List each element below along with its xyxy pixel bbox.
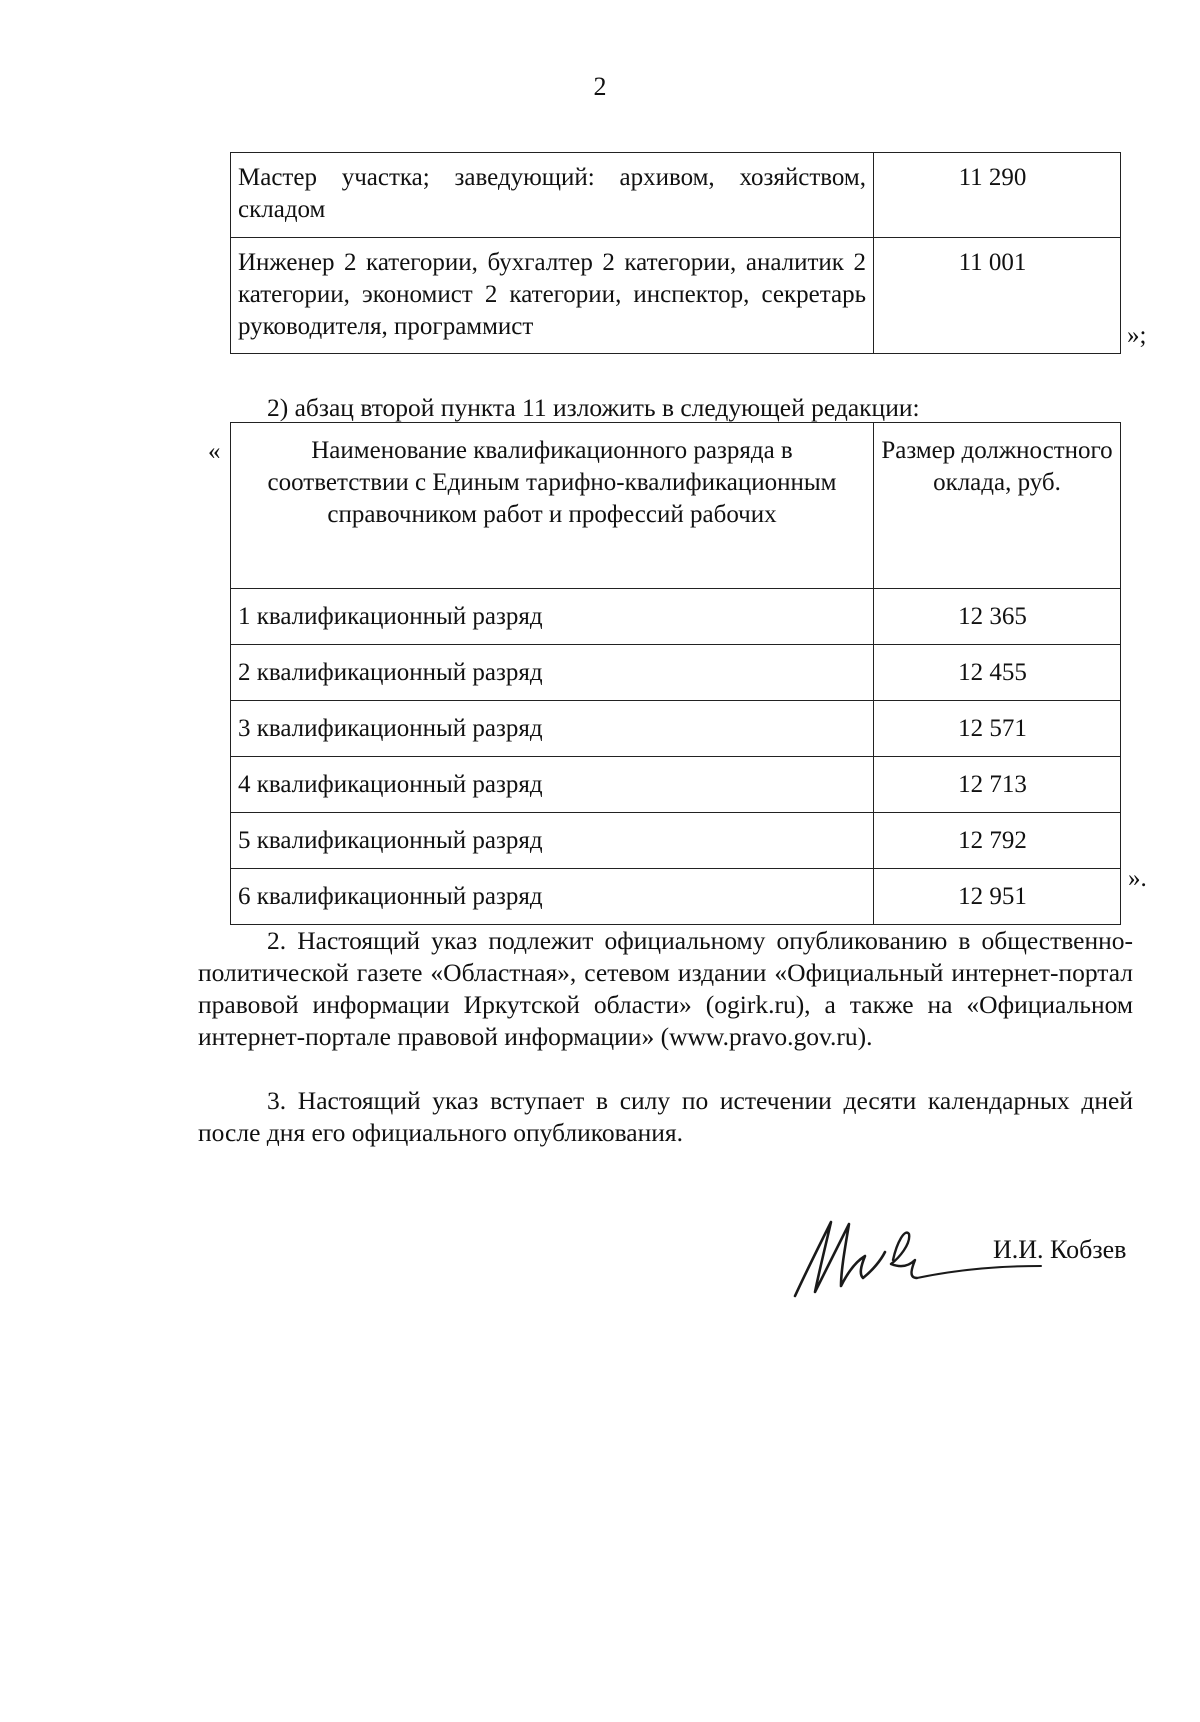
salary-cell: 11 001 — [874, 238, 1121, 354]
grade-name-cell: 4 квалификационный разряд — [231, 757, 874, 813]
salary-cell: 11 290 — [874, 153, 1121, 238]
salary-cell: 12 713 — [874, 757, 1121, 813]
grade-name-cell: 1 квалификационный разряд — [231, 589, 874, 645]
qualification-grade-table — [230, 422, 1121, 925]
table-row — [231, 701, 1121, 757]
table-row — [231, 869, 1121, 925]
salary-cell: 12 792 — [874, 813, 1121, 869]
position-name-cell: Мастер участка; заведующий: архивом, хозяйством, складом — [231, 153, 874, 238]
signer-name: И.И. Кобзев — [993, 1235, 1127, 1264]
salary-cell: 12 571 — [874, 701, 1121, 757]
header-salary: Размер должностного оклада, руб. — [874, 423, 1121, 589]
publication-paragraph: 2. Настоящий указ подлежит официальному опубликованию в общественно-политической газете «Областная», сетевом издании «Официальный интернет-портал правовой информации Иркутской области» (ogirk.ru), а также на «Официальном интернет-портале правовой информации» (www.pravo.gov.ru). — [198, 926, 1133, 1051]
effective-date-paragraph: 3. Настоящий указ вступает в силу по истечении десяти календарных дней после дня его официального опубликования. — [198, 1086, 1133, 1147]
position-salary-table-continued — [230, 152, 1121, 354]
grade-name-cell: 6 квалификационный разряд — [231, 869, 874, 925]
table-header-row — [231, 423, 1121, 589]
table-row — [231, 238, 1121, 354]
table-row — [231, 813, 1121, 869]
header-grade-name: Наименование квалификационного разряда в соответствии с Единым тарифно-квалификационным справочником работ и профессий рабочих — [231, 423, 874, 589]
amendment-intro: 2) абзац второй пункта 11 изложить в следующей редакции: — [267, 393, 920, 422]
salary-cell: 12 365 — [874, 589, 1121, 645]
grade-name-cell: 5 квалификационный разряд — [231, 813, 874, 869]
salary-cell: 12 455 — [874, 645, 1121, 701]
position-name-cell: Инженер 2 категории, бухгалтер 2 категории, аналитик 2 категории, экономист 2 категории, инспектор, секретарь руководителя, программист — [231, 238, 874, 354]
table1-closing-quote: »; — [1127, 322, 1147, 349]
page-number: 2 — [593, 72, 607, 101]
grade-name-cell: 2 квалификационный разряд — [231, 645, 874, 701]
table-row — [231, 757, 1121, 813]
table-row — [231, 153, 1121, 238]
salary-cell: 12 951 — [874, 869, 1121, 925]
table-row — [231, 645, 1121, 701]
table2-closing-quote: ». — [1128, 865, 1147, 892]
grade-name-cell: 3 квалификационный разряд — [231, 701, 874, 757]
table-row — [231, 589, 1121, 645]
table2-opening-quote: « — [208, 438, 221, 465]
